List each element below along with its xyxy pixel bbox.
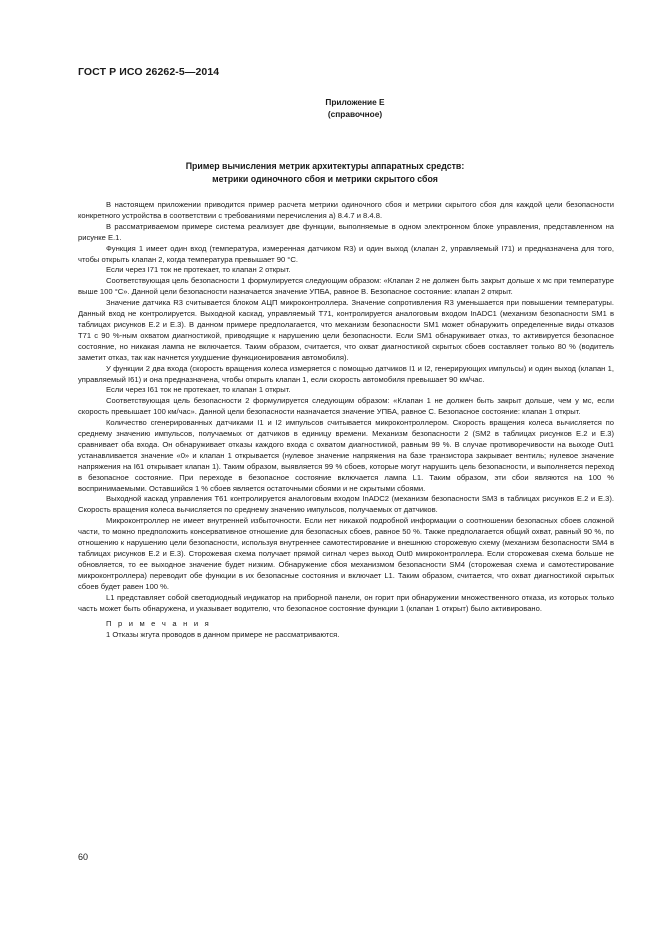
appendix-kind: (справочное) bbox=[327, 109, 383, 119]
paragraph: Количество сгенерированных датчиками I1 и I2 импульсов считывается микроконтроллером. Скорость вращения колеса вычисляется по среднему значению импульсов, получаемых от датчиков в единицу времени. Механизм безопасности 2 (SM2 в таблицах рисунков Е.2 и Е.3) сравнивает оба входа. Он обнаруживает отказы каждого входа с охватом диагностикой, равным 99 %. В случае противоречивости на выходе Out1 устанавливается значение «0» и клапан 1 открывается (нулевое значение напряжения на базе транзистора закрывает вентиль; нулевое значение напряжения на I61 открывает клапан 1). Таким образом, выявляется 99 % сбоев, которые могут нарушить цель безопасности, и выполняется переход в безопасное состояние. При переходе в безопасное состояние включается лампа L1. Таким образом, эти сбои являются на 100 % воспринимаемыми. Оставшийся 1 % сбоев является остаточными сбоями и не скрытыми сбоями. bbox=[78, 418, 614, 493]
paragraph: Соответствующая цель безопасности 1 формулируется следующим образом: «Клапан 2 не должен быть закрыт дольше x мс при температуре выше 100 °C». Данной цели безопасности назначается значение УПБА, равное В. Безопасное состояние: клапан 2 открыт. bbox=[78, 276, 614, 297]
body-text bbox=[78, 200, 614, 641]
note-item: 1 Отказы жгута проводов в данном примере не рассматриваются. bbox=[106, 630, 340, 640]
appendix-title: Приложение Е bbox=[325, 97, 385, 107]
section-title-line-1: Пример вычисления метрик архитектуры аппаратных средств: bbox=[185, 161, 465, 171]
section-title bbox=[90, 160, 560, 185]
standard-header: ГОСТ Р ИСО 26262-5—2014 bbox=[78, 66, 220, 78]
section-title-line-2: метрики одиночного сбоя и метрики скрытого сбоя bbox=[212, 173, 438, 184]
paragraph: У функции 2 два входа (скорость вращения колеса измеряется с помощью датчиков I1 и I2, генерирующих импульсы) и один выход (клапан 1, управляемый I61) и она предназначена, чтобы открыть клапан 1, если скорость автомобиля превышает 90 км/час. bbox=[78, 363, 614, 384]
paragraph: Микроконтроллер не имеет внутренней избыточности. Если нет никакой подробной информации о соотношении безопасных сбоев сложной части, то можно предположить консервативное отношение для безопасных сбоев, равное 50 %. Также предполагается общий охват, равный 90 %, по отношению к нарушению цели безопасности, используя внутреннее самотестирование и внешнюю сторожевую схему (механизм безопасности SM4 в таблицах рисунков Е.2 и Е.3). Сторожевая схема получает прямой сигнал через выход Out0 микроконтроллера. Если сторожевая схема больше не обновляется, то ее выходное значение будет низким. Обнаружение сбоя механизмом безопасности SM4 (сторожевая схема и самотестирование микроконтроллера) переводит обе функции в их безопасные состояния и включает L1. Таким образом, считается, что охват диагностикой скрытых сбоев будет равен 100 %. bbox=[78, 516, 614, 591]
paragraph: В рассматриваемом примере система реализует две функции, выполняемые в одном электронном блоке управления, представленном на рисунке Е.1. bbox=[78, 221, 614, 242]
paragraph: В настоящем приложении приводится пример расчета метрики одиночного сбоя и метрики скрытого сбоя для каждой цели безопасности конкретного устройства в соответствии с требованиями перечисления а) 8.4.7 и 8.4.8. bbox=[78, 200, 614, 220]
paragraph: Функция 1 имеет один вход (температура, измеренная датчиком R3) и один выход (клапан 2, управляемый I71) и предназначена для того, чтобы открыть клапан 2, когда температура превышает 90 °C. bbox=[78, 243, 614, 264]
page-number: 60 bbox=[78, 852, 89, 862]
paragraph: Если через I61 ток не протекает, то клапан 1 открыт. bbox=[106, 385, 291, 395]
paragraph: Выходной каскад управления T61 контролируется аналоговым входом InADC2 (механизм безопасности SM3 в таблицах рисунков Е.2 и Е.3). Скорость вращения колеса вычисляется по среднему значению импульсов, получаемых от датчиков. bbox=[78, 494, 614, 515]
appendix-label bbox=[290, 96, 420, 120]
paragraph: Соответствующая цель безопасности 2 формулируется следующим образом: «Клапан 1 не должен быть закрыт дольше, чем y мс, если скорость превышает 100 км/час». Данной цели безопасности назначается значение УПБА, равное С. Безопасное состояние: клапан 1 открыт. bbox=[78, 396, 614, 417]
notes-heading: П р и м е ч а н и я bbox=[106, 619, 211, 629]
paragraph: Значение датчика R3 считывается блоком АЦП микроконтроллера. Значение сопротивления R3 уменьшается при повышении температуры. Данный вход не контролируется. Выходной каскад, управляемый T71, контролируется аналоговым входом InADC1 (механизм безопасности SM1 в таблицах рисунков Е.2 и Е.3). В данном примере предполагается, что механизм безопасности SM1 может обнаружить определенные виды отказов T71 с 90 %-ным охватом диагностикой, приводящие к нарушению цели безопасности. Если SM1 обнаруживает отказ, то активируется безопасное состояние, но никакая лампа не включается. Таким образом, считается, что охват диагностикой скрытых сбоев составляет только 80 % (водитель заметит отказ, так как начнется ухудшение функционирования автомобиля). bbox=[78, 298, 614, 362]
paragraph: L1 представляет собой светодиодный индикатор на приборной панели, он горит при обнаружении множественного отказа, из которых только часть может быть обнаружена, и указывает водителю, что безопасное состояние функции 1 (клапан 1 открыт) было активировано. bbox=[78, 592, 614, 613]
paragraph: Если через I71 ток не протекает, то клапан 2 открыт. bbox=[106, 265, 291, 275]
